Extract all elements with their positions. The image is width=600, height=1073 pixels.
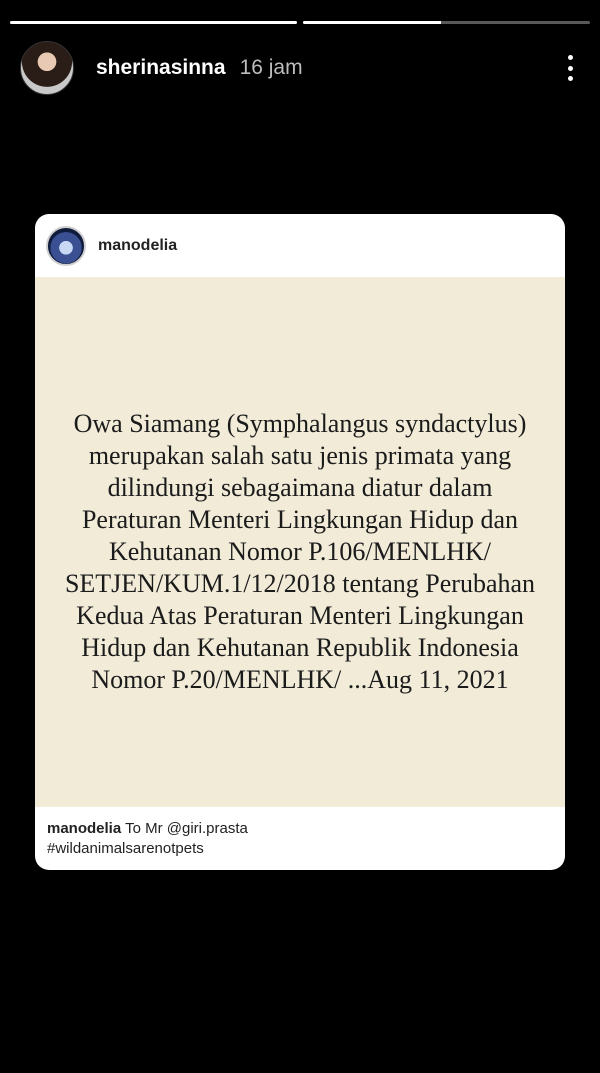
story-time: 16 jam [239, 56, 303, 79]
progress-segment-2 [303, 21, 590, 24]
progress-segment-1 [10, 21, 297, 24]
caption-text: To Mr @giri.prasta [125, 820, 248, 837]
shared-post-caption [47, 819, 553, 859]
shared-post-username[interactable]: manodelia [98, 236, 178, 254]
shared-post-image [35, 277, 565, 807]
shared-post-header [35, 214, 565, 277]
story-header [20, 40, 580, 96]
caption-hashtag[interactable]: #wildanimalsarenotpets [47, 840, 204, 857]
avatar[interactable] [20, 41, 74, 95]
caption-username[interactable]: manodelia [47, 820, 122, 837]
more-vertical-icon[interactable] [560, 53, 580, 83]
shared-post-avatar[interactable] [46, 226, 86, 266]
shared-post-text: Owa Siamang (Symphalangus syndactylus) merupakan salah satu jenis primata yang dilindungi sebagaimana diatur dalam Peraturan Menteri Lingkungan Hidup dan Kehutanan Nomor P.106/MENLHK/ SETJEN/KUM.1/12/2018 tentang Perubahan Kedua Atas Peraturan Menteri Lingkungan Hidup dan Kehutanan Republik Indonesia Nomor P.20/MENLHK/ ...Aug 11, 2021 [64, 409, 536, 694]
story-progress [10, 21, 590, 24]
story-username[interactable]: sherinasinna [96, 56, 226, 79]
shared-post-card[interactable] [35, 214, 565, 870]
